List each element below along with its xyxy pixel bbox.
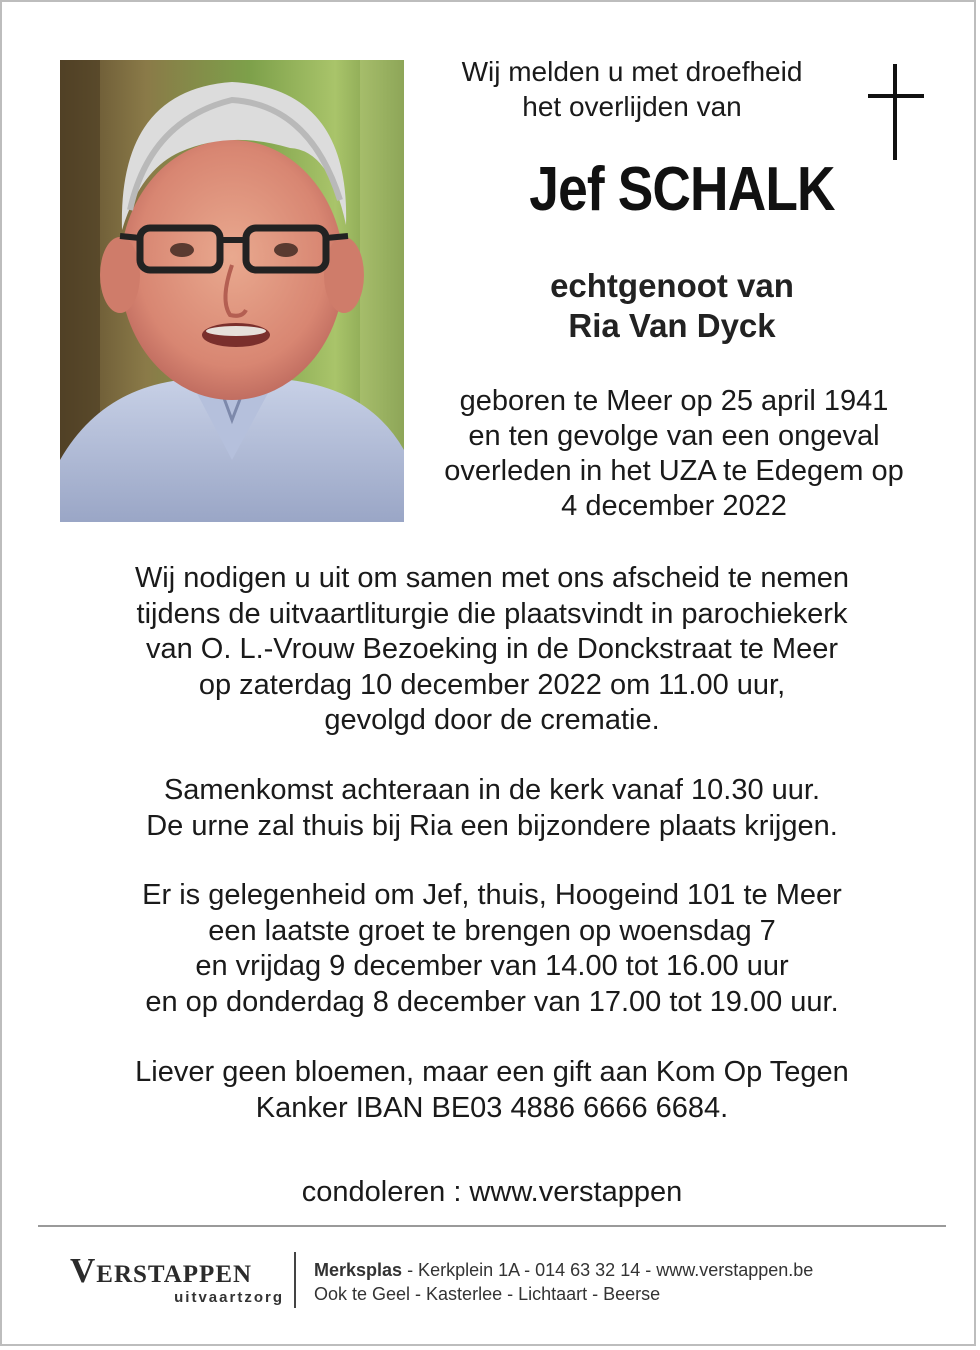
donation-text — [42, 1055, 942, 1126]
cross-icon — [868, 64, 924, 160]
spouse-line: echtgenoot van — [550, 267, 794, 304]
gathering-text — [42, 773, 942, 844]
gathering-line: De urne zal thuis bij Ria een bijzondere plaats krijgen. — [146, 809, 838, 842]
deceased-name: Jef SCHALK — [529, 155, 835, 224]
ceremony-line: Wij nodigen u uit om samen met ons afscheid te nemen — [134, 562, 850, 594]
intro-text — [422, 54, 842, 124]
portrait-photo — [60, 60, 404, 522]
visit-line: een laatste groet te brengen op woensdag 7 — [208, 914, 776, 947]
birth-line: en ten gevolge van een ongeval — [468, 420, 880, 452]
visit-text — [42, 878, 942, 1020]
ceremony-line: op zaterdag 10 december 2022 om 11.00 uur, — [198, 668, 786, 701]
donation-line: Liever geen bloemen, maar een gift aan Kom Op Tegen — [135, 1056, 849, 1088]
birth-line: overleden in het UZA te Edegem op — [444, 455, 904, 487]
visit-line: en vrijdag 9 december van 14.00 tot 16.00 uur — [195, 950, 789, 982]
ceremony-line: gevolgd door de crematie. — [324, 704, 660, 736]
birth-line: 4 december 2022 — [561, 490, 787, 522]
birth-death-text — [414, 384, 934, 524]
footer-contact — [314, 1258, 934, 1306]
logo-wordmark: Verstappen — [70, 1251, 253, 1290]
gathering-line: Samenkomst achteraan in de kerk vanaf 10.30 uur. — [163, 774, 821, 806]
footer-branches: Ook te Geel - Kasterlee - Lichtaart - Beerse — [314, 1284, 661, 1304]
ceremony-line: van O. L.-Vrouw Bezoeking in de Donckstraat te Meer — [145, 633, 839, 665]
logo-subtitle: uitvaartzorg — [174, 1289, 284, 1306]
ceremony-line: tijdens de uitvaartliturgie die plaatsvindt in parochiekerk — [136, 597, 848, 630]
portrait-icon — [60, 60, 404, 522]
condolence-link[interactable]: condoleren : www.verstappen — [301, 1176, 683, 1208]
funeral-home-logo[interactable] — [70, 1252, 282, 1306]
footer-divider — [38, 1225, 946, 1227]
spouse-text — [472, 266, 872, 346]
intro-line: het overlijden van — [522, 91, 742, 122]
footer-city: Merksplas — [314, 1260, 403, 1280]
donation-line: Kanker IBAN BE03 4886 6666 6684. — [255, 1091, 729, 1124]
ceremony-text — [42, 561, 942, 739]
birth-line: geboren te Meer op 25 april 1941 — [459, 385, 889, 417]
footer-address[interactable]: - Kerkplein 1A - 014 63 32 14 - www.verstappen.be — [402, 1260, 814, 1280]
intro-line: Wij melden u met droefheid — [461, 56, 803, 87]
visit-line: Er is gelegenheid om Jef, thuis, Hoogeind 101 te Meer — [142, 879, 842, 911]
footer-address-line — [314, 1258, 934, 1282]
footer-separator — [294, 1252, 296, 1308]
spouse-name: Ria Van Dyck — [568, 307, 776, 344]
visit-line: en op donderdag 8 december van 17.00 tot 19.00 uur. — [145, 985, 839, 1018]
